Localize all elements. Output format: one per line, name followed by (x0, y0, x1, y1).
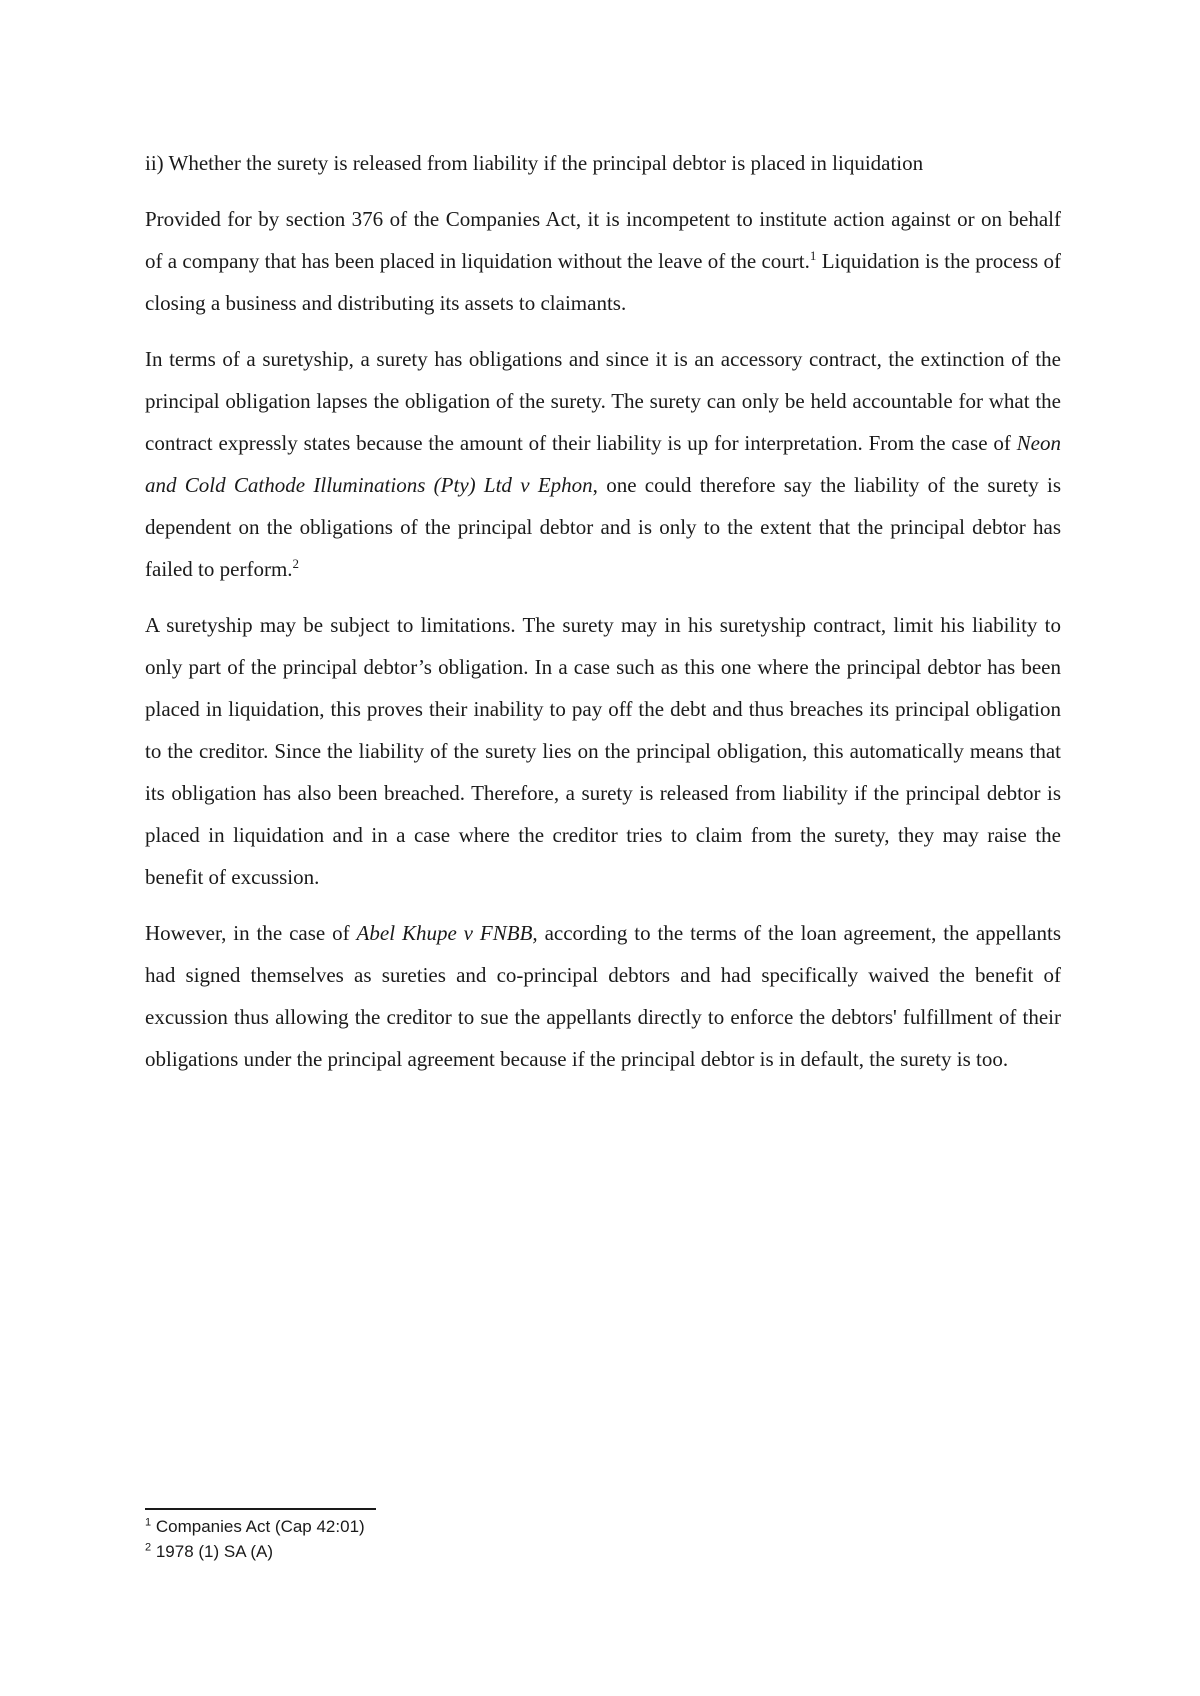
footnote-2 (145, 1539, 365, 1564)
paragraph-4-text-a: However, in the case of (145, 921, 357, 945)
case-name-abel-khupe: Abel Khupe v FNBB, (356, 921, 538, 945)
paragraph-4-text-b: according to the terms of the loan agreement, the appellants had signed themselves as sureties and co-principal debtors and had specifically waived the benefit of excussion thus allowing the creditor to sue the appellants directly to enforce the debtors' fulfillment of their obligations under the principal agreement because if the principal debtor is in default, the surety is too. (145, 921, 1061, 1071)
paragraph-2-text-b: , one could therefore say the liability of the surety is dependent on the obligations of the principal debtor and is only to the extent that the principal debtor has failed to perform. (145, 473, 1061, 581)
footnote-2-text: 1978 (1) SA (A) (151, 1542, 274, 1561)
paragraph-2 (145, 338, 1061, 590)
paragraph-2-text-a: In terms of a suretyship, a surety has obligations and since it is an accessory contract, the extinction of the principal obligation lapses the obligation of the surety. The surety can only be held accountable for what the contract expressly states because the amount of their liability is up for interpretation. From the case of (145, 347, 1061, 455)
footnote-separator (145, 1508, 376, 1510)
footnotes (145, 1514, 365, 1564)
paragraph-4 (145, 912, 1061, 1080)
paragraph-1 (145, 198, 1061, 324)
footnote-ref-2[interactable]: 2 (292, 556, 300, 571)
section-heading: ii) Whether the surety is released from liability if the principal debtor is placed in liquidation (145, 151, 924, 175)
footnote-1-number: 1 (145, 1516, 152, 1529)
footnote-2-number: 2 (145, 1541, 152, 1554)
paragraph-3: A suretyship may be subject to limitations. The surety may in his suretyship contract, limit his liability to only part of the principal debtor’s obligation. In a case such as this one where the principal debtor has been placed in liquidation, this proves their inability to pay off the debt and thus breaches its principal obligation to the creditor. Since the liability of the surety lies on the principal obligation, this automatically means that its obligation has also been breached. Therefore, a surety is released from liability if the principal debtor is placed in liquidation and in a case where the creditor tries to claim from the surety, they may raise the benefit of excussion. (145, 613, 1061, 889)
paragraph-1-text-b: Liquidation is the process of closing a business and distributing its assets to claimants. (145, 249, 1061, 315)
document-body (145, 142, 1061, 1094)
paragraph-1-text-a: Provided for by section 376 of the Companies Act, it is incompetent to institute action against or on behalf of a company that has been placed in liquidation without the leave of the court. (145, 207, 1061, 273)
footnote-1-text: Companies Act (Cap 42:01) (151, 1517, 365, 1536)
case-name-neon: Neon and Cold Cathode Illuminations (Pty) Ltd v Ephon (145, 431, 1061, 497)
footnote-1 (145, 1514, 365, 1539)
footnote-ref-1[interactable]: 1 (809, 248, 817, 263)
